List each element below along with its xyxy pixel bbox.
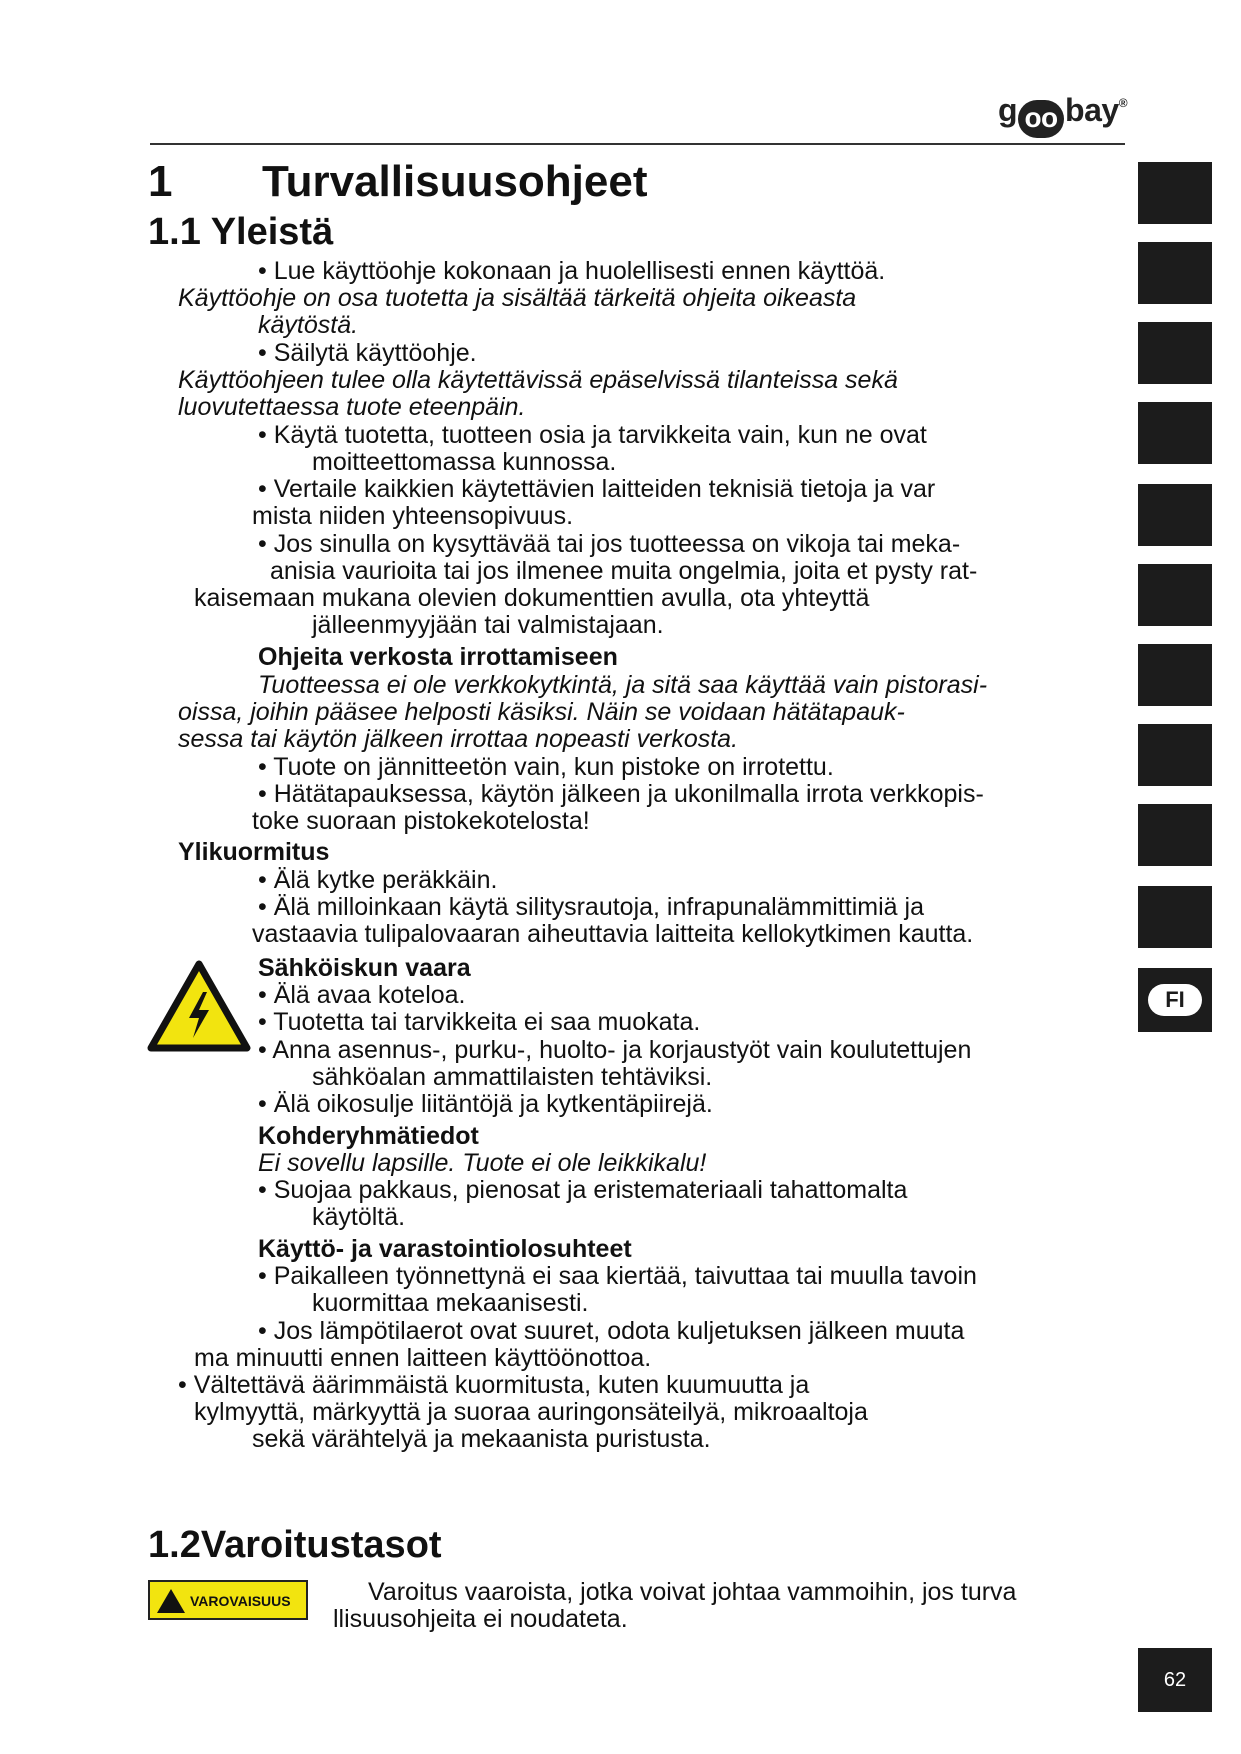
text-line: käytöstä. xyxy=(258,311,359,339)
language-tab-10 xyxy=(1138,886,1212,948)
text-line: anisia vaurioita tai jos ilmenee muita ongelmia, joita et pysty rat- xyxy=(270,557,978,585)
text-line: moitteettomassa kunnossa. xyxy=(312,448,617,476)
text-line: • Säilytä käyttöohje. xyxy=(258,339,477,367)
text-line: toke suoraan pistokekotelosta! xyxy=(252,807,590,835)
language-tab-2 xyxy=(1138,242,1212,304)
header-rule xyxy=(150,143,1125,145)
text-line: • Älä oikosulje liitäntöjä ja kytkentäpiirejä. xyxy=(258,1090,713,1118)
subheading-electric-shock: Sähköiskun vaara xyxy=(258,954,471,982)
subheading-overload: Ylikuormitus xyxy=(178,838,330,866)
text-line: • Jos sinulla on kysyttävää tai jos tuotteessa on vikoja tai meka- xyxy=(258,530,961,558)
language-tab-4 xyxy=(1138,402,1212,464)
text-line: ma minuutti ennen laitteen käyttöönottoa. xyxy=(194,1344,652,1372)
text-line: • Älä avaa koteloa. xyxy=(258,981,466,1009)
language-tab-8 xyxy=(1138,724,1212,786)
electric-shock-warning-icon xyxy=(147,960,251,1052)
warning-description-line-2: llisuusohjeita ei noudateta. xyxy=(333,1605,628,1633)
text-line: mista niiden yhteensopivuus. xyxy=(252,502,574,530)
chapter-title: Turvallisuusohjeet xyxy=(262,157,648,206)
text-line: kuormittaa mekaanisesti. xyxy=(312,1289,589,1317)
goobay-logo xyxy=(998,92,1127,138)
text-line: kaisemaan mukana olevien dokumenttien avulla, ota yhteyttä xyxy=(194,584,870,612)
text-line: • Tuotetta tai tarvikkeita ei saa muokata. xyxy=(258,1008,701,1036)
caution-badge-label: VAROVAISUUS xyxy=(190,1593,291,1609)
text-line: jälleenmyyjään tai valmistajaan. xyxy=(312,611,664,639)
text-line: • Hätätapauksessa, käytön jälkeen ja ukonilmalla irrota verkkopis- xyxy=(258,780,984,808)
text-line: Käyttöohje on osa tuotetta ja sisältää tärkeitä ohjeita oikeasta xyxy=(178,284,857,312)
logo-registered-mark: ® xyxy=(1118,96,1128,110)
text-line: • Älä kytke peräkkäin. xyxy=(258,866,498,894)
text-line: Ei sovellu lapsille. Tuote ei ole leikkikalu! xyxy=(258,1149,707,1177)
text-line: sähköalan ammattilaisten tehtäviksi. xyxy=(312,1063,713,1091)
text-line: vastaavia tulipalovaaran aiheuttavia laitteita kellokytkimen kautta. xyxy=(252,920,974,948)
language-tab-1 xyxy=(1138,162,1212,224)
text-line: • Älä milloinkaan käytä silitysrautoja, infrapunalämmittimiä ja xyxy=(258,893,924,921)
language-tab-9 xyxy=(1138,804,1212,866)
text-line: • Vertaile kaikkien käytettävien laitteiden teknisiä tietoja ja var xyxy=(258,475,936,503)
logo-prefix: g xyxy=(998,92,1018,128)
chapter-number: 1 xyxy=(148,157,173,206)
text-line: sekä värähtelyä ja mekaanista puristusta. xyxy=(252,1425,711,1453)
text-line: • Paikalleen työnnettynä ei saa kiertää, taivuttaa tai muulla tavoin xyxy=(258,1262,977,1290)
section-heading-general: 1.1 Yleistä xyxy=(148,211,334,253)
text-line: Käyttöohjeen tulee olla käytettävissä epäselvissä tilanteissa sekä xyxy=(178,366,898,394)
text-line: kylmyyttä, märkyyttä ja suoraa auringonsäteilyä, mikroaaltoja xyxy=(194,1398,868,1426)
section-heading-warning-levels: 1.2Varoitustasot xyxy=(148,1524,442,1566)
language-tab-fi-label: FI xyxy=(1148,984,1202,1016)
language-tab-3 xyxy=(1138,322,1212,384)
language-tab-5 xyxy=(1138,484,1212,546)
text-line: • Lue käyttöohje kokonaan ja huolellisesti ennen käyttöä. xyxy=(258,257,886,285)
warning-description-line-1: Varoitus vaaroista, jotka voivat johtaa vammoihin, jos turva xyxy=(368,1578,1017,1606)
text-line: • Tuote on jännitteetön vain, kun pistoke on irrotettu. xyxy=(258,753,834,781)
subheading-disconnect: Ohjeita verkosta irrottamiseen xyxy=(258,643,618,671)
text-line: • Anna asennus-, purku-, huolto- ja korjaustyöt vain koulutettujen xyxy=(258,1036,972,1064)
text-line: • Käytä tuotetta, tuotteen osia ja tarvikkeita vain, kun ne ovat xyxy=(258,421,927,449)
caution-badge xyxy=(148,1580,308,1620)
text-line: Tuotteessa ei ole verkkokytkintä, ja sitä saa käyttää vain pistorasi- xyxy=(258,671,988,699)
text-line: • Jos lämpötilaerot ovat suuret, odota kuljetuksen jälkeen muuta xyxy=(258,1317,965,1345)
logo-suffix: bay xyxy=(1065,92,1119,128)
logo-oo-mark: oo xyxy=(1018,100,1064,138)
text-line: sessa tai käytön jälkeen irrottaa nopeasti verkosta. xyxy=(178,725,739,753)
text-line: luovutettaessa tuote eteenpäin. xyxy=(178,393,526,421)
language-tab-6 xyxy=(1138,564,1212,626)
page-number: 62 xyxy=(1138,1648,1212,1712)
subheading-operating-conditions: Käyttö- ja varastointiolosuhteet xyxy=(258,1235,632,1263)
caution-triangle-icon xyxy=(156,1588,186,1614)
text-line: • Suojaa pakkaus, pienosat ja eristemateriaali tahattomalta xyxy=(258,1176,908,1204)
language-tab-7 xyxy=(1138,644,1212,706)
text-line: oissa, joihin pääsee helposti käsiksi. Näin se voidaan hätätapauk- xyxy=(178,698,905,726)
subheading-target-group: Kohderyhmätiedot xyxy=(258,1122,479,1150)
text-line: • Vältettävä äärimmäistä kuormitusta, kuten kuumuutta ja xyxy=(178,1371,810,1399)
text-line: käytöltä. xyxy=(312,1203,406,1231)
